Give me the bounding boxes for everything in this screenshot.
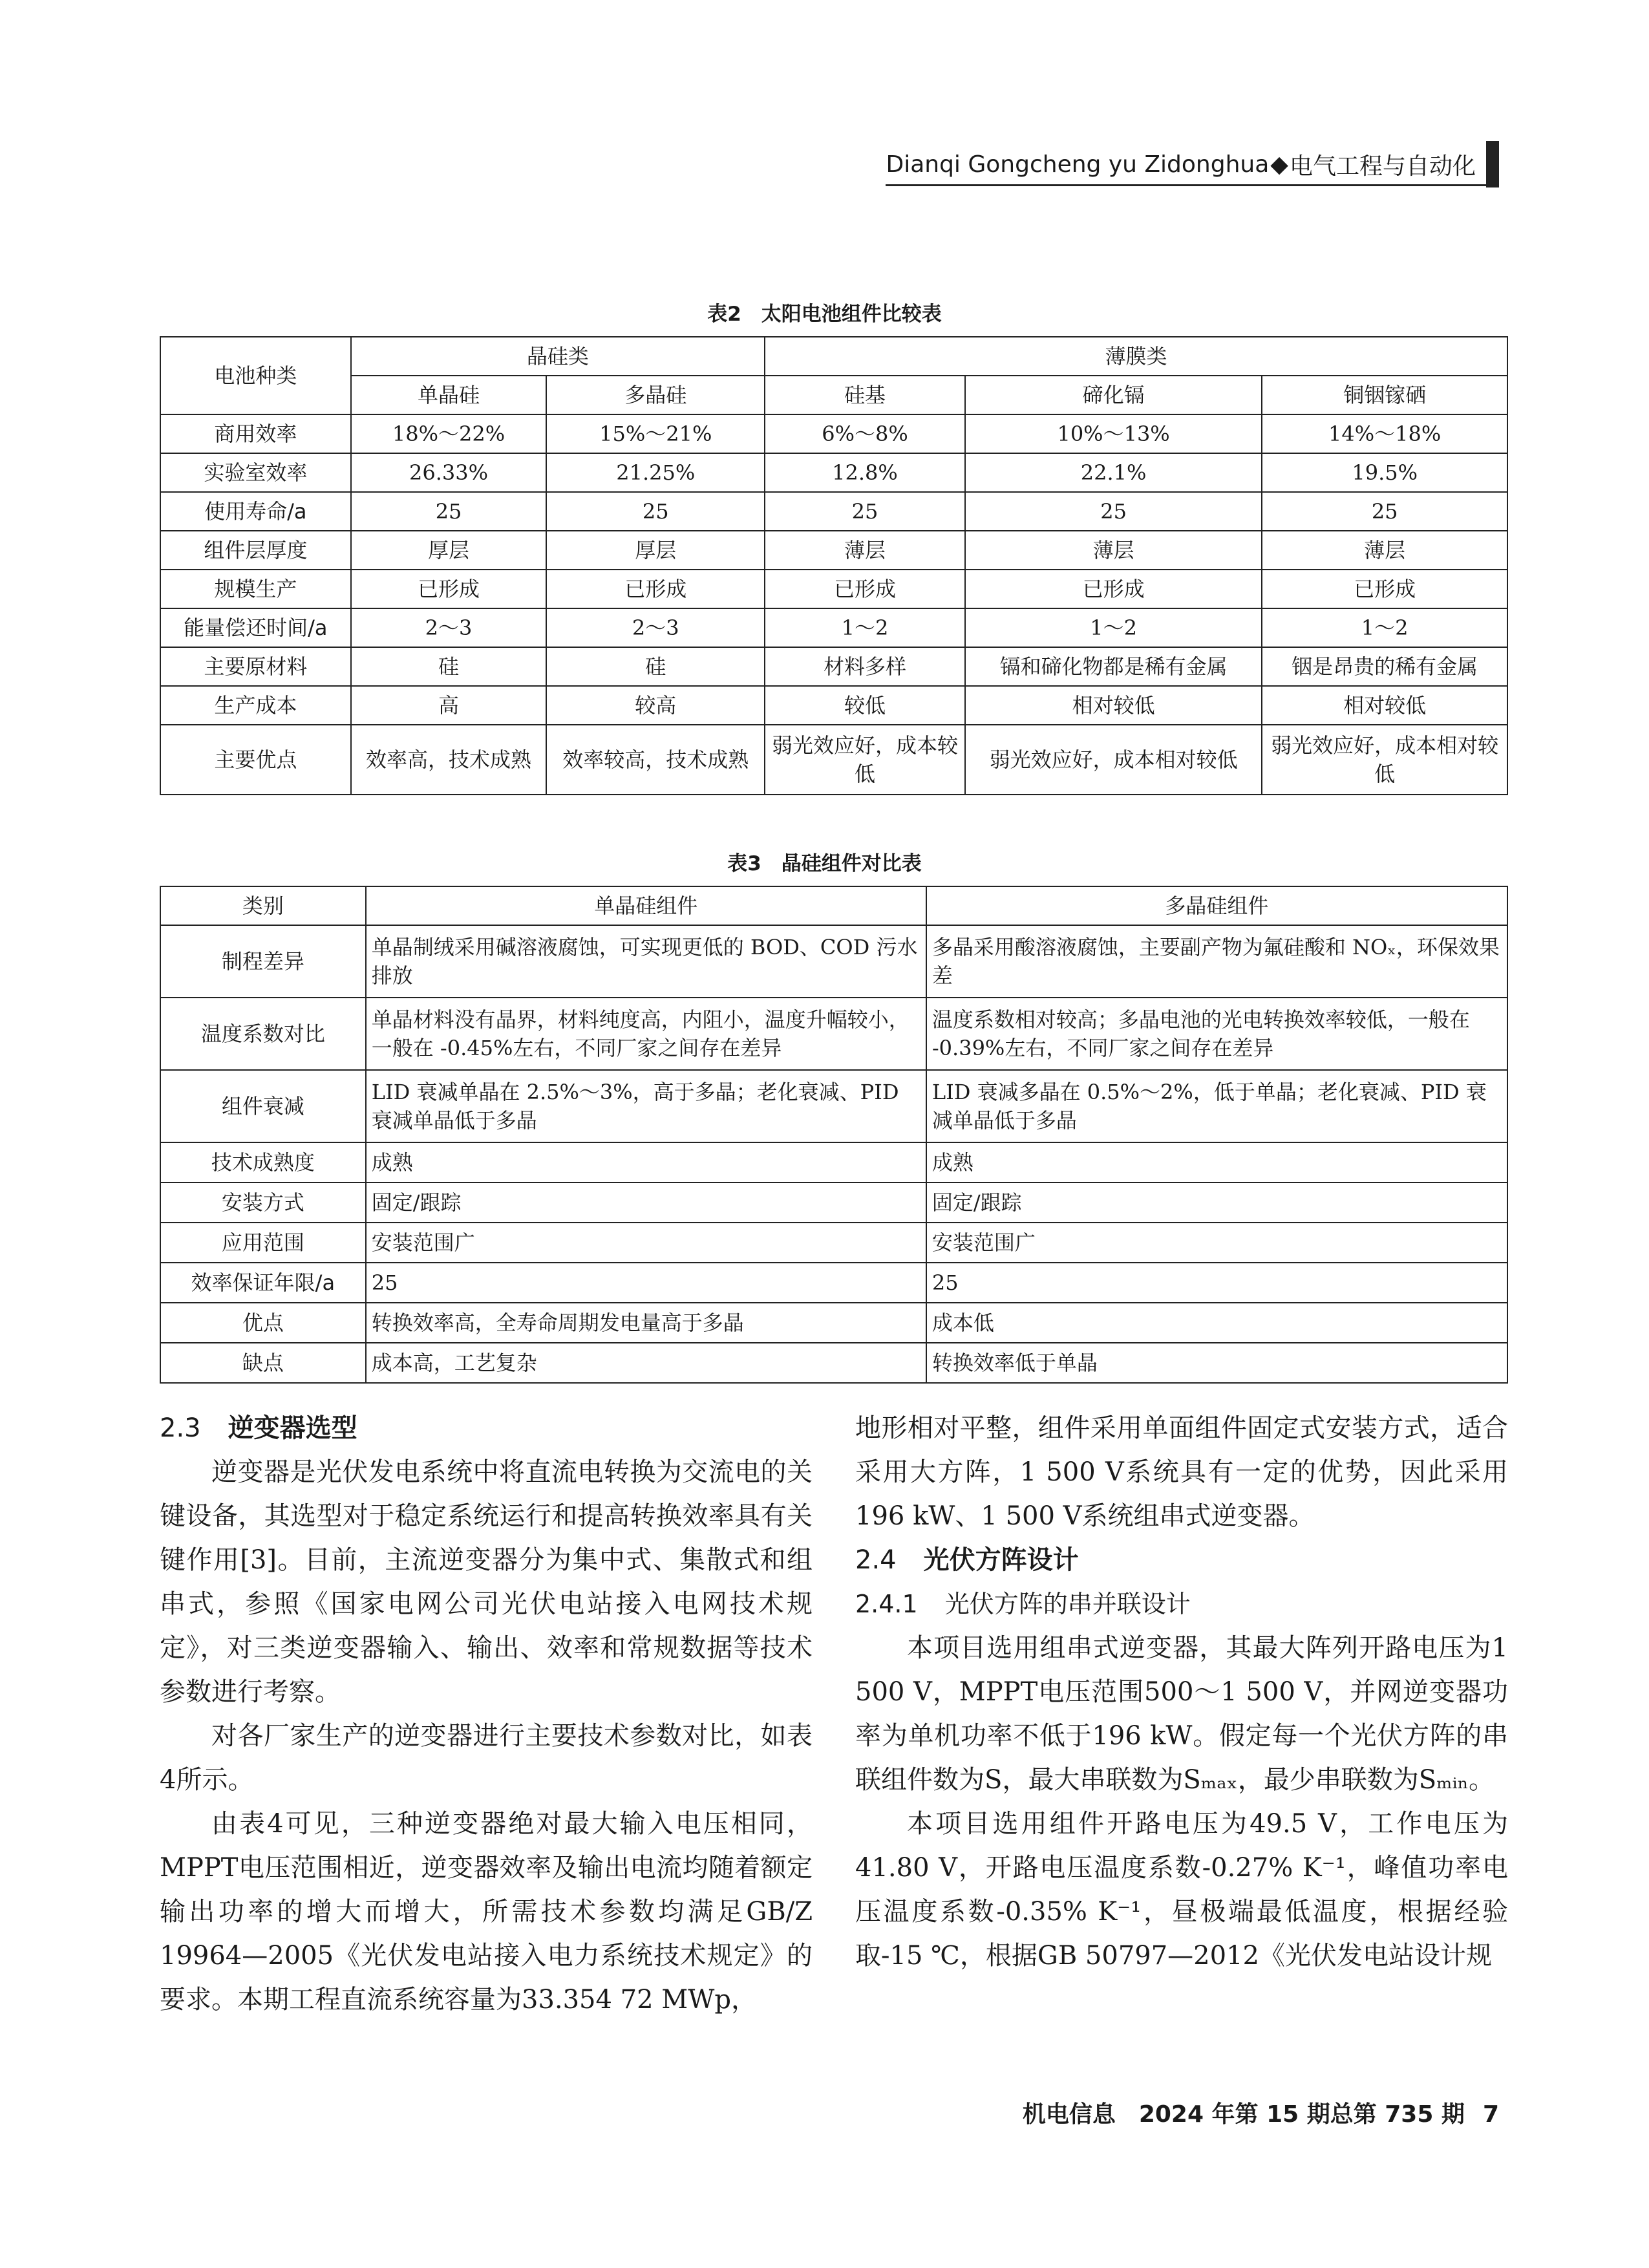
table-cell: 单晶材料没有晶界，材料纯度高，内阻小，温度升幅较小，一般在 -0.45%左右，不同厂家之间存在差异 [366,998,926,1070]
table-cell: 硅 [546,647,765,686]
table-cell: 铟是昂贵的稀有金属 [1262,647,1507,686]
table-cell: 26.33% [351,453,547,492]
table-cell: 固定/跟踪 [366,1182,926,1223]
table2-group-thinfilm: 薄膜类 [765,337,1507,376]
table-cell: 14%～18% [1262,414,1507,453]
table-cell: 厚层 [351,531,547,570]
header-rule [886,184,1499,186]
paragraph: 本项目选用组串式逆变器，其最大阵列开路电压为1 500 V，MPPT电压范围500～1 500 V，并网逆变器功率为单机功率不低于196 kW。假定每一个光伏方阵的串联组件数为S，最大串联数为Sₘₐₓ，最少串联数为Sₘᵢₙ。 [855,1633,1508,1795]
section-title: 光伏方阵设计 [923,1545,1079,1575]
table-cell: 成熟 [926,1142,1507,1182]
table3-col-header: 类别 [160,886,366,925]
table-cell: 1～2 [1262,608,1507,647]
table-cell: 弱光效应好，成本相对较低 [965,725,1262,795]
table-cell: 19.5% [1262,453,1507,492]
table-cell: 已形成 [965,570,1262,608]
table-cell: 25 [765,492,965,531]
row-label: 制程差异 [160,925,366,998]
table-cell: 15%～21% [546,414,765,453]
subsection-title: 光伏方阵的串并联设计 [944,1590,1191,1618]
table-cell: 1～2 [765,608,965,647]
issue-info: 机电信息 2024 年第 15 期总第 735 期 [1022,2101,1465,2128]
row-label: 技术成熟度 [160,1142,366,1182]
table-cell: 硅 [351,647,547,686]
table-cell: 10%～13% [965,414,1262,453]
paragraph: 由表4可见，三种逆变器绝对最大输入电压相同，MPPT电压范围相近，逆变器效率及输出电流均随着额定输出功率的增大而增大，所需技术参数均满足GB/Z 19964—2005《光伏发电站接入电力系统技术规定》的要求。本期工程直流系统容量为33.354 72 MWp， [160,1809,813,2015]
table-cell: 相对较低 [965,686,1262,725]
table-cell: 25 [546,492,765,531]
paragraph: 本项目选用组件开路电压为49.5 V，工作电压为41.80 V，开路电压温度系数-0.27% K⁻¹，峰值功率电压温度系数-0.35% K⁻¹，昼极端最低温度，根据经验取-15 ℃，根据GB 50797—2012《光伏发电站设计规 [855,1809,1508,1971]
table2-col-header: 多晶硅 [546,376,765,414]
table-cell: 多晶采用酸溶液腐蚀，主要副产物为氟硅酸和 NOₓ，环保效果差 [926,925,1507,998]
table-row [160,414,1507,453]
table-cell: 已形成 [765,570,965,608]
row-label: 主要原材料 [160,647,351,686]
table-row [160,647,1507,686]
table-row [160,1223,1507,1263]
table-cell: 25 [351,492,547,531]
table-cell: 成熟 [366,1142,926,1182]
table-cell: 成本低 [926,1303,1507,1343]
journal-name: 电气工程与自动化 [1289,153,1476,180]
table-row [160,453,1507,492]
table-row [160,1070,1507,1142]
table-cell: 较高 [546,686,765,725]
table-cell: 成本高，工艺复杂 [366,1343,926,1383]
table-cell: 18%～22% [351,414,547,453]
section-heading-2-4 [855,1538,1508,1582]
section-heading-2-3 [160,1406,813,1450]
table-cell: 材料多样 [765,647,965,686]
table-cell: 安装范围广 [926,1223,1507,1263]
row-label: 组件衰减 [160,1070,366,1142]
section-title: 逆变器选型 [228,1413,357,1443]
row-label: 温度系数对比 [160,998,366,1070]
table-cell: 转换效率低于单晶 [926,1343,1507,1383]
table-cell: 安装范围广 [366,1223,926,1263]
journal-pinyin: Dianqi Gongcheng yu Zidonghua [886,151,1270,178]
table-cell: 固定/跟踪 [926,1182,1507,1223]
row-label: 应用范围 [160,1223,366,1263]
subsection-number: 2.4.1 [855,1590,918,1618]
table-cell: 25 [926,1263,1507,1303]
table2-caption: 表2 太阳电池组件比较表 [707,303,942,326]
table-row [160,925,1507,998]
table-cell: 已形成 [546,570,765,608]
table-row [160,492,1507,531]
table-row [160,1182,1507,1223]
table-cell: 厚层 [546,531,765,570]
paragraph: 地形相对平整，组件采用单面组件固定式安装方式，适合采用大方阵，1 500 V系统具有一定的优势，因此采用196 kW、1 500 V系统组串式逆变器。 [855,1413,1508,1531]
table-cell: 25 [366,1263,926,1303]
table2-col-header: 硅基 [765,376,965,414]
table-row [160,608,1507,647]
row-label: 优点 [160,1303,366,1343]
table-cell: 已形成 [1262,570,1507,608]
table-cell: 薄层 [765,531,965,570]
table-row [160,570,1507,608]
table-row [160,725,1507,795]
table-cell: 单晶制绒采用碱溶液腐蚀，可实现更低的 BOD、COD 污水排放 [366,925,926,998]
table2 [160,336,1508,795]
page-footer [1023,2096,1499,2129]
table-cell: LID 衰减多晶在 0.5%～2%，低于单晶；老化衰减、PID 衰减单晶低于多晶 [926,1070,1507,1142]
table-cell: 效率高，技术成熟 [351,725,547,795]
page-number: 7 [1482,2101,1499,2128]
paragraph: 逆变器是光伏发电系统中将直流电转换为交流电的关键设备，其选型对于稳定系统运行和提高转换效率具有关键作用[3]。目前，主流逆变器分为集中式、集散式和组串式，参照《国家电网公司光伏电站接入电网技术规定》，对三类逆变器输入、输出、效率和常规数据等技术参数进行考察。 [160,1457,813,1707]
table-cell: 弱光效应好，成本相对较低 [1262,725,1507,795]
table-cell: 转换效率高，全寿命周期发电量高于多晶 [366,1303,926,1343]
table-row [160,1142,1507,1182]
row-label: 缺点 [160,1343,366,1383]
table-row [160,998,1507,1070]
running-header [886,142,1499,186]
table-cell: 薄层 [965,531,1262,570]
table3-col-header: 单晶硅组件 [366,886,926,925]
table-cell: 薄层 [1262,531,1507,570]
diamond-icon: ◆ [1270,151,1288,178]
table2-col-header: 铜铟镓硒 [1262,376,1507,414]
table-cell: 2～3 [351,608,547,647]
table2-col-header: 单晶硅 [351,376,547,414]
table-cell: LID 衰减单晶在 2.5%～3%，高于多晶；老化衰减、PID 衰减单晶低于多晶 [366,1070,926,1142]
table2-corner: 电池种类 [160,337,351,414]
table-cell: 21.25% [546,453,765,492]
row-label: 商用效率 [160,414,351,453]
table-cell: 1～2 [965,608,1262,647]
row-label: 主要优点 [160,725,351,795]
table-row [160,531,1507,570]
subsection-heading-2-4-1 [855,1582,1508,1626]
row-label: 使用寿命/a [160,492,351,531]
table-cell: 温度系数相对较高；多晶电池的光电转换效率较低，一般在 -0.39%左右，不同厂家之间存在差异 [926,998,1507,1070]
row-label: 实验室效率 [160,453,351,492]
table-cell: 25 [965,492,1262,531]
table-cell: 相对较低 [1262,686,1507,725]
left-column [160,1406,813,2022]
row-label: 能量偿还时间/a [160,608,351,647]
table-cell: 6%～8% [765,414,965,453]
section-number: 2.3 [160,1413,201,1443]
row-label: 规模生产 [160,570,351,608]
table2-col-header: 碲化镉 [965,376,1262,414]
row-label: 生产成本 [160,686,351,725]
table-cell: 22.1% [965,453,1262,492]
header-bar-mark [1486,141,1499,187]
section-number: 2.4 [855,1545,897,1575]
paragraph: 对各厂家生产的逆变器进行主要技术参数对比，如表4所示。 [160,1721,813,1795]
table3-col-header: 多晶硅组件 [926,886,1507,925]
table-row [160,686,1507,725]
table3-caption: 表3 晶硅组件对比表 [727,852,922,875]
table-cell: 12.8% [765,453,965,492]
table3 [160,886,1508,1384]
table-row [160,1303,1507,1343]
row-label: 组件层厚度 [160,531,351,570]
table-cell: 较低 [765,686,965,725]
row-label: 效率保证年限/a [160,1263,366,1303]
table-cell: 已形成 [351,570,547,608]
table-cell: 弱光效应好，成本较低 [765,725,965,795]
table-cell: 效率较高，技术成熟 [546,725,765,795]
table-row [160,1343,1507,1383]
table-cell: 镉和碲化物都是稀有金属 [965,647,1262,686]
table-cell: 高 [351,686,547,725]
row-label: 安装方式 [160,1182,366,1223]
table2-group-crystalline: 晶硅类 [351,337,765,376]
table-cell: 2～3 [546,608,765,647]
right-column [855,1406,1508,1978]
table-cell: 25 [1262,492,1507,531]
table-row [160,1263,1507,1303]
